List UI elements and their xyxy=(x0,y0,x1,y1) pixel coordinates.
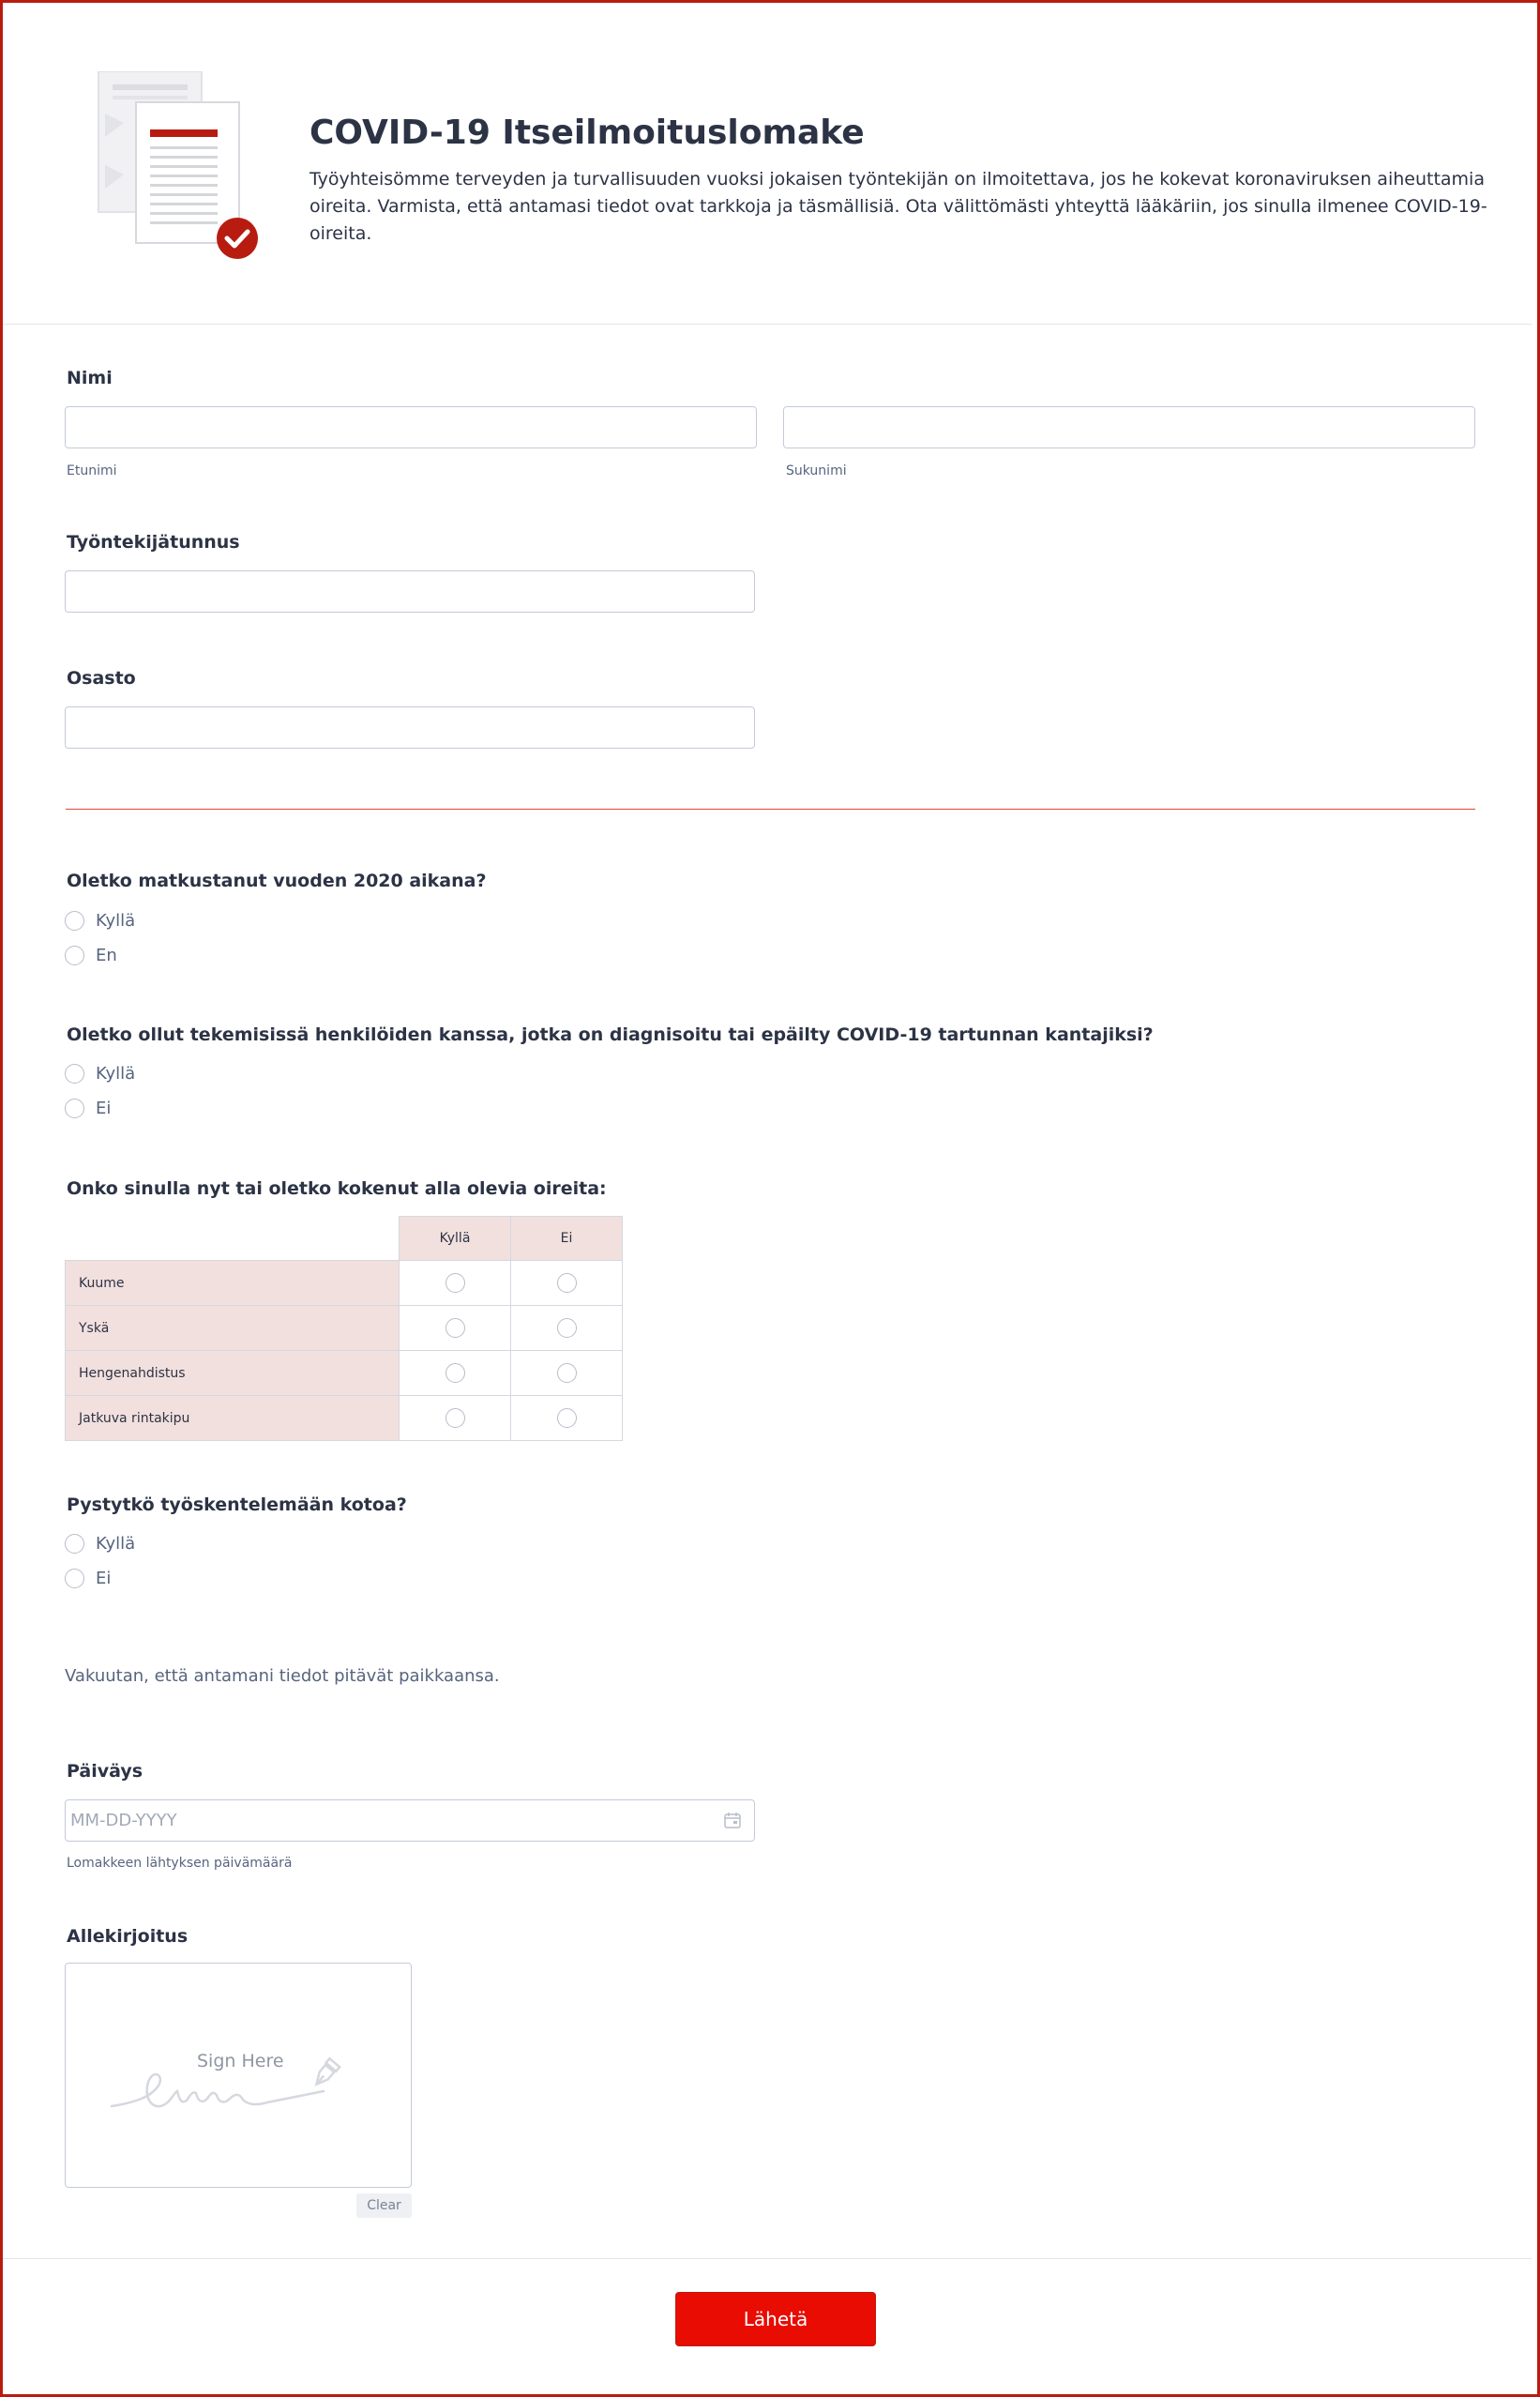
submit-button[interactable]: Lähetä xyxy=(675,2292,876,2346)
date-label: Päiväys xyxy=(67,1761,143,1782)
date-input[interactable] xyxy=(65,1799,755,1842)
signature-label: Allekirjoitus xyxy=(67,1926,189,1947)
matrix-radio-yes[interactable] xyxy=(445,1363,465,1383)
department-input[interactable] xyxy=(65,706,755,749)
matrix-row xyxy=(66,1351,623,1396)
symptoms-question-label: Onko sinulla nyt tai oletko kokenut alla olevia oireita: xyxy=(67,1178,607,1199)
document-checkmark-icon xyxy=(94,71,263,264)
radio-button[interactable] xyxy=(65,1099,84,1118)
name-label: Nimi xyxy=(67,368,113,388)
radio-button[interactable] xyxy=(65,946,84,965)
first-name-input[interactable] xyxy=(65,406,757,448)
form-description: Työyhteisömme terveyden ja turvallisuuden vuoksi jokaisen työntekijän on ilmoitettava, jos he kokevat koronaviruksen aiheuttamia oireita. Varmista, että antamasi tiedot ovat tarkkoja ja täsmällisiä. Ota välittömästi yhteyttä lääkäriin, jos sinulla ilmenee COVID-19-oireita. xyxy=(310,169,1487,244)
matrix-radio-no[interactable] xyxy=(557,1408,577,1428)
matrix-radio-no[interactable] xyxy=(557,1273,577,1293)
matrix-row xyxy=(66,1306,623,1351)
option-label: Kyllä xyxy=(96,1533,136,1554)
matrix-radio-yes[interactable] xyxy=(445,1408,465,1428)
employee-id-input[interactable] xyxy=(65,570,755,613)
matrix-column-no: Ei xyxy=(511,1217,623,1261)
form-title: COVID-19 Itseilmoituslomake xyxy=(310,114,865,152)
matrix-row-label: Yskä xyxy=(66,1306,400,1351)
remote-question-label: Pystytkö työskentelemään kotoa? xyxy=(67,1494,407,1515)
contact-option-yes[interactable] xyxy=(65,1061,135,1085)
remote-option-no[interactable] xyxy=(65,1566,111,1590)
footer-divider xyxy=(3,2258,1532,2259)
department-label: Osasto xyxy=(67,668,136,689)
matrix-row-label: Hengenahdistus xyxy=(66,1351,400,1396)
remote-option-yes[interactable] xyxy=(65,1531,135,1555)
option-label: En xyxy=(96,945,117,965)
employee-id-label: Työntekijätunnus xyxy=(67,532,240,553)
matrix-radio-yes[interactable] xyxy=(445,1273,465,1293)
matrix-radio-no[interactable] xyxy=(557,1363,577,1383)
matrix-column-yes: Kyllä xyxy=(400,1217,511,1261)
matrix-row-label: Jatkuva rintakipu xyxy=(66,1396,400,1441)
signature-placeholder: Sign Here xyxy=(197,2051,284,2071)
matrix-radio-no[interactable] xyxy=(557,1318,577,1338)
declaration-text: Vakuutan, että antamani tiedot pitävät paikkaansa. xyxy=(65,1666,500,1686)
option-label: Kyllä xyxy=(96,910,136,931)
date-sublabel: Lomakkeen lähtyksen päivämäärä xyxy=(67,1856,293,1871)
travel-question-label: Oletko matkustanut vuoden 2020 aikana? xyxy=(67,871,487,891)
section-divider xyxy=(66,809,1475,810)
matrix-row xyxy=(66,1396,623,1441)
radio-button[interactable] xyxy=(65,911,84,931)
radio-button[interactable] xyxy=(65,1064,84,1084)
signature-pad[interactable] xyxy=(65,1963,412,2188)
first-name-sublabel: Etunimi xyxy=(67,463,117,478)
option-label: Ei xyxy=(96,1098,112,1118)
option-label: Kyllä xyxy=(96,1063,136,1084)
last-name-sublabel: Sukunimi xyxy=(786,463,847,478)
symptoms-matrix xyxy=(65,1216,623,1441)
radio-button[interactable] xyxy=(65,1534,84,1554)
form-header xyxy=(3,3,1532,325)
travel-option-yes[interactable] xyxy=(65,908,135,933)
clear-signature-button[interactable]: Clear xyxy=(356,2193,412,2218)
matrix-radio-yes[interactable] xyxy=(445,1318,465,1338)
calendar-icon[interactable] xyxy=(723,1811,742,1829)
matrix-row xyxy=(66,1261,623,1306)
contact-question-label: Oletko ollut tekemisissä henkilöiden kanssa, jotka on diagnisoitu tai epäilty COVID-19 tartunnan kantajiksi? xyxy=(67,1024,1154,1045)
radio-button[interactable] xyxy=(65,1569,84,1588)
last-name-input[interactable] xyxy=(783,406,1475,448)
option-label: Ei xyxy=(96,1568,112,1588)
contact-option-no[interactable] xyxy=(65,1096,111,1120)
matrix-row-label: Kuume xyxy=(66,1261,400,1306)
travel-option-no[interactable] xyxy=(65,943,117,967)
matrix-corner xyxy=(66,1217,400,1261)
